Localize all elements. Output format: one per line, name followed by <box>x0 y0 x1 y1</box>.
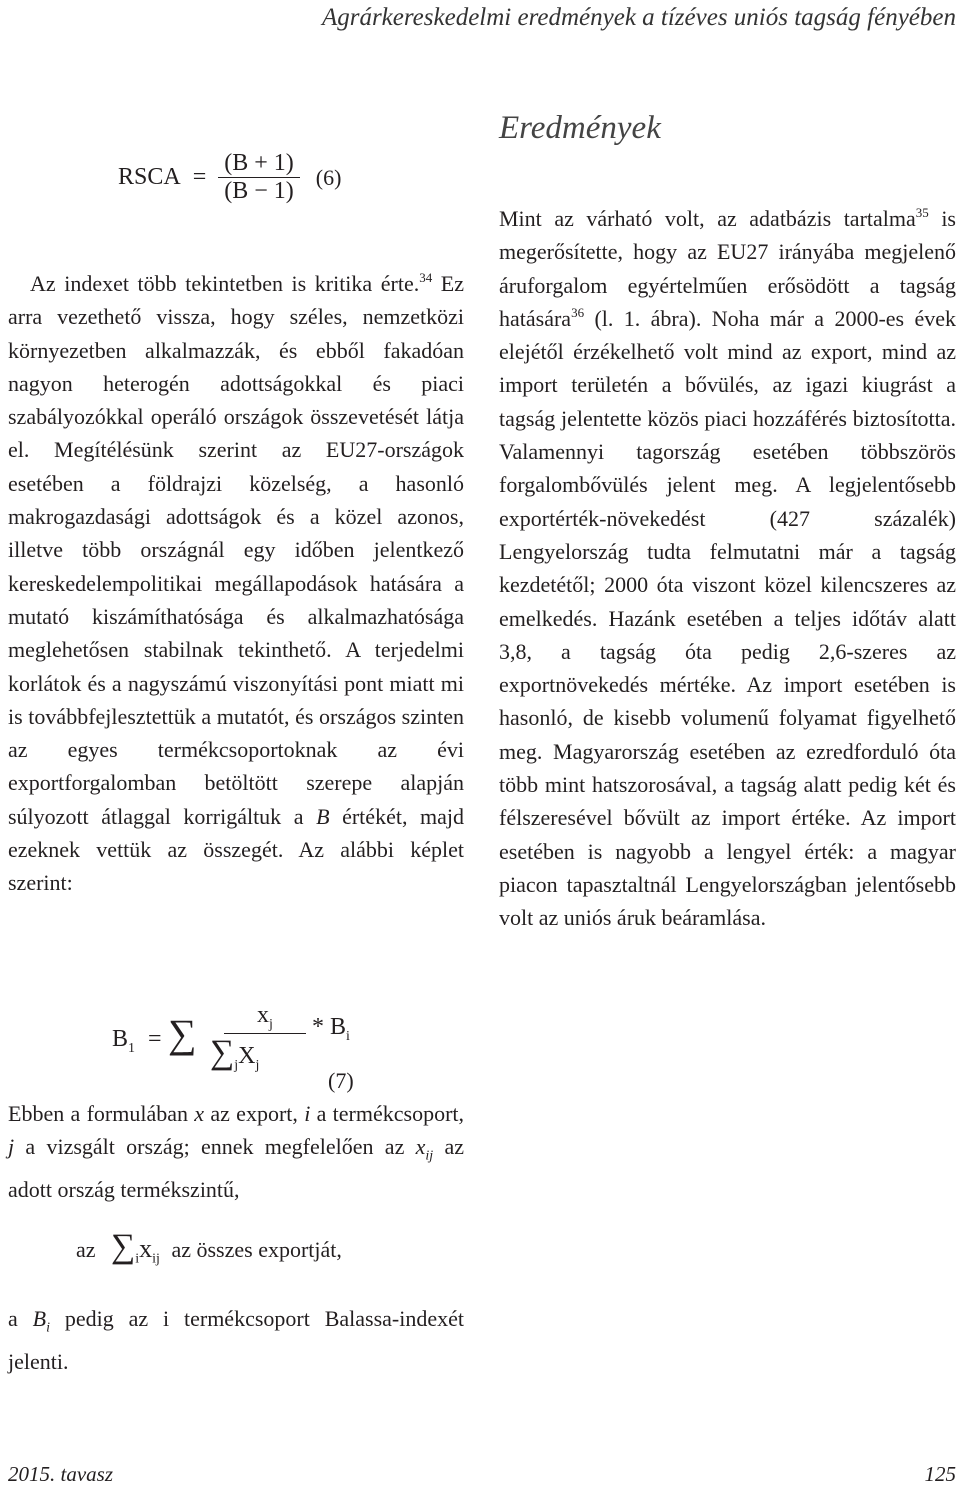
left-column-3 <box>8 1302 464 1378</box>
left-column-2 <box>8 1097 464 1206</box>
formula-7-numerator: $x_j$ <box>224 1002 306 1034</box>
formula-6-denominator: (B − 1) <box>224 178 294 204</box>
footnote-36: 36 <box>571 304 585 320</box>
left-column <box>8 267 464 900</box>
formula-6 <box>118 150 341 205</box>
inline-sum-rest: az összes exportját, <box>171 1237 342 1262</box>
inline-sum-az: az <box>76 1237 96 1262</box>
left-paragraph-4: a $B_i$ pedig az i termékcsoport Balassa-indexét jelenti. <box>8 1306 464 1374</box>
left-p1-body: Ez arra vezethető vissza, hogy széles, nemzetközi környezetben alkalmazzák, és ebből fakadóan nagyon heterogén adottságokkal és piaci szabályozókkal operáló országok összevetését látja el. Megítélésünk szerint az EU27-országok esetében a földrajzi közelség, a hasonló makrogazdasági adottságok és a közel azonos, illetve több országnál egy időben jelentkező kereskedelempolitikai megállapodások hatására a mutató kiszámíthatósága és alkalmazhatósága meglehetősen stabilnak tekinthető. A terjedelmi korlátok és a nagyszámú viszonyítási pont miatt mi is továbbfejlesztettük a mutatót, és országos szinten az egyes termékcsoportoknak az évi exportforgalomban betöltött szerepe alapján súlyozott átlaggal korrigáltuk a <box>8 271 465 829</box>
left-paragraph-1 <box>8 267 464 900</box>
inline-sum-line: az $\sum_ix_{ij}$ az összes exportját, <box>76 1228 342 1267</box>
formula-6-eq: = <box>192 164 207 190</box>
page-number: 125 <box>924 1462 956 1486</box>
left-p1-start: Az indexet több tekintetben is kritika érte. <box>30 271 420 296</box>
left-paragraph-2: Ebben a formulában x az export, i a termékcsoport, j a vizsgált ország; ennek megfelelően az $x_{ij}$ az adott ország termékszintű, <box>8 1101 465 1202</box>
formula-6-fraction <box>218 150 300 205</box>
right-column <box>499 202 956 935</box>
right-paragraph-1: Mint az várható volt, az adatbázis tartalma$^{35}$ is megerősítette, hogy az EU27 irányába megjelenő áruforgalom egyértelműen erősödött a tagság hatására$^{36}$ (l. 1. ábra). Noha már a 2000-es évek elejétől érzékelhető volt mind az export, mind az import területén a bővülés, az igazi kiugrást a tagság jelentette közös piaci hozzáférés biztosította. Valamennyi tagország esetében többszörös forgalombővülés jelent meg. A legjelentősebb exportérték-növekedést (427 százalék) Lengyelország tudta felmutatni már a tagság kezdetétől; 2000 óta viszont közel kilencszeres az emelkedés. Hazánk esetében a teljes időtáv alatt 3,8, a tagság óta pedig 2,6-szeres az exportnövekedés mértéke. Az import esetében is hasonló, de kisebb volumenű folyamat figyelhető meg. Magyarország esetében az ezredforduló óta több mint hatszorosával, a tagság alatt pedig két és félszeresével bővült az import értéke. Az import esetében is nagyobb a lengyel érték: a magyar piacon tapasztaltnál Lengyelországban jelentősebb volt az uniós áruk beáramlása. <box>499 205 956 931</box>
footnote-35: 35 <box>915 205 929 220</box>
formula-7-denominator: $\sum_jX_j$ <box>210 1034 260 1073</box>
footer-season: 2015. tavasz <box>8 1462 113 1486</box>
inline-sum-sigma: ∑ <box>111 1228 136 1265</box>
formula-7-times: * $B_i$ <box>312 1014 350 1044</box>
running-header: Agrárkereskedelmi eredmények a tízéves uniós tagság fényében <box>321 4 956 31</box>
footnote-34: 34 <box>419 270 433 285</box>
formula-7-sigma: ∑ <box>168 1011 197 1056</box>
formula-6-number: (6) <box>315 164 342 190</box>
section-title: Eredmények <box>499 110 661 146</box>
formula-6-lhs: RSCA <box>118 164 181 190</box>
formula-7-lhs: $B_1$ <box>112 1026 136 1056</box>
formula-6-numerator: (B + 1) <box>218 150 300 178</box>
left-p1-end: értékét, majd ezeknek vettük az összegét. Az alábbi képlet szerint: <box>8 803 464 896</box>
formula-7-eq: = <box>148 1026 162 1052</box>
left-p1-B: B <box>316 803 330 829</box>
formula-7-number: (7) <box>328 1068 354 1093</box>
